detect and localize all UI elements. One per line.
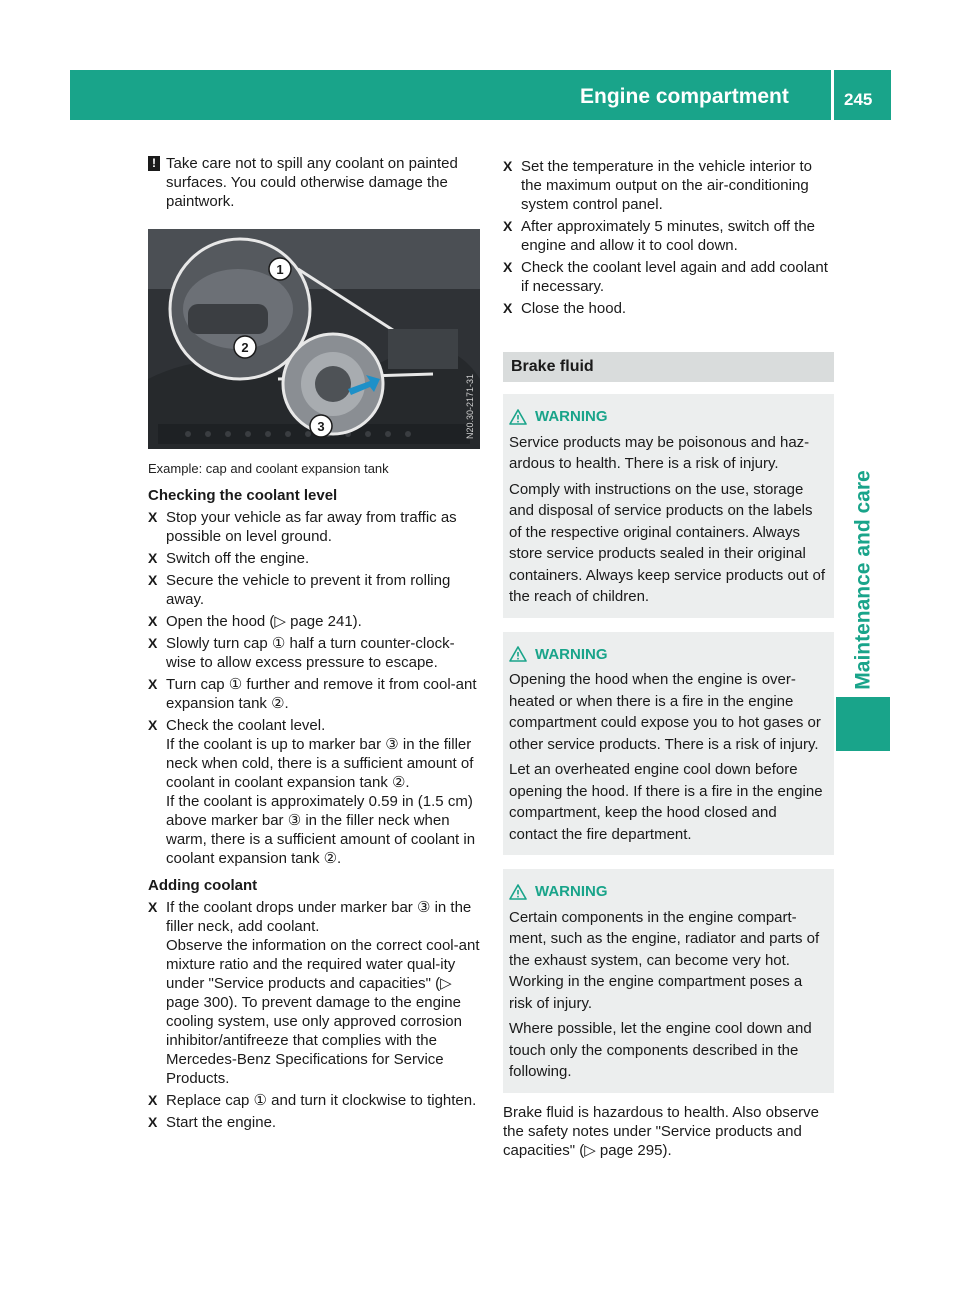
step-text: Slowly turn cap ① half a turn counter-clock-wise to allow excess pressure to escape.	[166, 635, 455, 671]
step-text: Check the coolant level again and add coolant if necessary.	[521, 259, 828, 295]
step-text: After approximately 5 minutes, switch off the engine and allow it to cool down.	[521, 218, 816, 254]
step-text: If the coolant is approximately 0.59 in (1.5 cm) above marker bar ③ in the filler neck when warm, there is a sufficient amount of coolant in coolant expansion tank ②.	[166, 793, 476, 867]
warning-header	[509, 644, 828, 666]
step-text: Open the hood (▷ page 241).	[166, 613, 362, 630]
warning-label: WARNING	[535, 883, 608, 900]
warning-triangle-icon	[509, 884, 527, 900]
warning-triangle-icon	[509, 646, 527, 662]
callout-3: 3	[317, 419, 325, 434]
step	[148, 508, 480, 546]
x-arrow-icon: X	[148, 550, 158, 566]
exclamation-icon: !	[148, 156, 160, 171]
warning-text: Comply with instructions on the use, storage and disposal of service products on the labels of the respective original containers. Always store service products sealed in their original containers. Always keep service products out of the reach of children.	[509, 480, 825, 605]
step-text: Secure the vehicle to prevent it from rolling away.	[166, 572, 451, 608]
warning-box	[503, 394, 834, 618]
step-text: Observe the information on the correct cool-ant mixture ratio and the required water qual-ity under "Service products and capacities" (▷ page 300). To prevent damage to the engine cooling system, use only approved corrosion inhibitor/antifreeze that complies with the Mercedes-Benz Specifications for Service Products.	[166, 937, 480, 1087]
x-arrow-icon: X	[503, 158, 513, 174]
x-arrow-icon: X	[503, 300, 513, 316]
x-arrow-icon: X	[148, 635, 158, 651]
header-divider	[831, 70, 834, 120]
step	[503, 258, 834, 296]
side-tab-marker	[836, 697, 890, 751]
warning-triangle-icon	[509, 409, 527, 425]
page-title: Engine compartment	[580, 85, 789, 108]
x-arrow-icon: X	[148, 1114, 158, 1130]
brake-fluid-note: Brake fluid is hazardous to health. Also observe the safety notes under "Service products and capacities" (▷ page 295).	[503, 1103, 820, 1159]
warning-text: Let an overheated engine cool down before opening the hood. If there is a fire in the engine compartment, keep the hood closed and contact the fire department.	[509, 761, 823, 843]
adding-heading: Adding coolant	[148, 877, 258, 894]
step	[503, 299, 834, 318]
notice-text: Take care not to spill any coolant on painted surfaces. You could otherwise damage the paintwork.	[166, 155, 458, 210]
x-arrow-icon: X	[148, 717, 158, 733]
engine-figure	[148, 229, 480, 449]
x-arrow-icon: X	[148, 613, 158, 629]
warning-text: Certain components in the engine compart-ment, such as the engine, radiator and parts of the exhaust system, can become very hot. Working in the engine compartment poses a risk of injury.	[509, 908, 820, 1012]
right-column	[503, 154, 834, 1160]
engine-illustration	[148, 229, 480, 449]
step	[148, 716, 480, 868]
x-arrow-icon: X	[148, 572, 158, 588]
step-text: Turn cap ① further and remove it from cool-ant expansion tank ②.	[166, 676, 477, 712]
left-column	[148, 154, 480, 1132]
step	[148, 1091, 480, 1110]
step	[503, 157, 834, 214]
figure-caption: Example: cap and coolant expansion tank	[148, 461, 389, 476]
warning-box	[503, 632, 834, 856]
warning-header	[509, 406, 828, 428]
step	[148, 549, 480, 568]
step	[148, 634, 480, 672]
step	[148, 571, 480, 609]
step-text: Replace cap ① and turn it clockwise to tighten.	[166, 1092, 477, 1109]
callout-1: 1	[276, 262, 284, 277]
x-arrow-icon: X	[148, 676, 158, 692]
warning-label: WARNING	[535, 408, 608, 425]
step	[148, 898, 480, 1088]
step	[148, 612, 480, 631]
step-text: Stop your vehicle as far away from traffic as possible on level ground.	[166, 509, 457, 545]
step	[148, 675, 480, 713]
warning-label: WARNING	[535, 645, 608, 663]
step-text: Start the engine.	[166, 1114, 277, 1131]
x-arrow-icon: X	[503, 218, 513, 234]
step	[148, 1113, 480, 1132]
checking-heading: Checking the coolant level	[148, 487, 338, 504]
step-text: Set the temperature in the vehicle interior to the maximum output on the air-conditioning system control panel.	[521, 158, 812, 213]
warning-box	[503, 869, 834, 1093]
brake-fluid-heading: Brake fluid	[503, 352, 834, 382]
step-text: Switch off the engine.	[166, 550, 310, 567]
warning-header	[509, 881, 828, 903]
x-arrow-icon: X	[148, 509, 158, 525]
step-text: If the coolant is up to marker bar ③ in the filler neck when cold, there is a sufficient amount of coolant in coolant expansion tank ②.	[166, 736, 474, 791]
warning-text: Opening the hood when the engine is over-heated or when there is a fire in the engine compartment could expose you to hot gases or other service products. There is a risk of injury.	[509, 671, 821, 753]
warning-text: Service products may be poisonous and haz-ardous to health. There is a risk of injury.	[509, 433, 810, 472]
x-arrow-icon: X	[503, 259, 513, 275]
step	[503, 217, 834, 255]
step-text: Close the hood.	[521, 300, 627, 317]
figure-code: N20.30-2171-31	[465, 373, 475, 439]
warning-text: Where possible, let the engine cool down and touch only the components described in the following.	[509, 1020, 812, 1080]
side-tab-label: Maintenance and care	[851, 470, 875, 690]
page-number: 245	[844, 90, 873, 109]
callout-2: 2	[241, 340, 249, 355]
step-text: Check the coolant level.	[166, 717, 326, 734]
step-text: If the coolant drops under marker bar ③ in the filler neck, add coolant.	[166, 899, 472, 935]
x-arrow-icon: X	[148, 899, 158, 915]
x-arrow-icon: X	[148, 1092, 158, 1108]
notice	[148, 154, 480, 211]
